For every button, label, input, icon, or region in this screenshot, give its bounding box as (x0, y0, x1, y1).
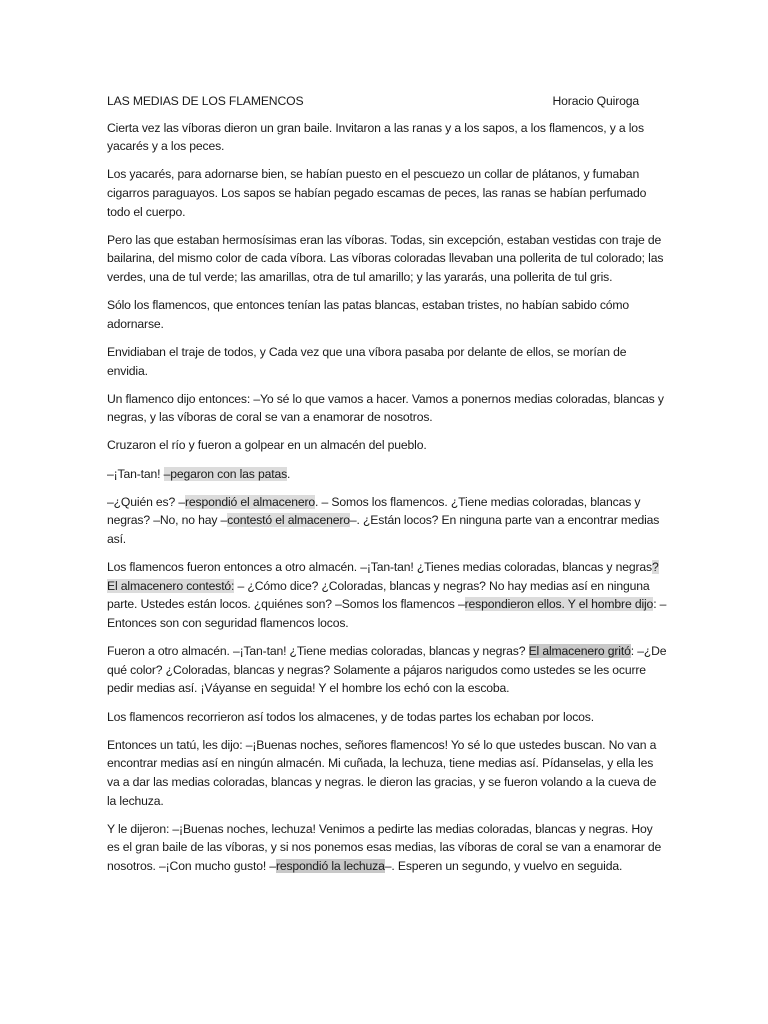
paragraph (107, 296, 667, 333)
story-title: LAS MEDIAS DE LOS FLAMENCOS (107, 94, 304, 108)
text-segment: Y le dijeron: –¡Buenas noches, lechuza! Venimos a pedirte las medias coloradas, blancas y negras. Hoy es el gran baile de las víboras, y si nos ponemos esas medias, las víboras de coral se van a enamorar de nosotros. –¡Con mucho gusto! – (107, 821, 662, 873)
text-segment: . – Somos los flamencos. ¿Tiene medias coloradas, blancas y negras? –No, no hay – (107, 494, 641, 528)
text-segment: Fueron a otro almacén. –¡Tan-tan! ¿Tiene medias coloradas, blancas y negras? (107, 644, 529, 659)
text-segment: – ¿Cómo dice? ¿Coloradas, blancas y negras? No hay medias así en ninguna parte. Ustedes están locos. ¿quiénes son? –Somos los flamencos – (107, 578, 650, 612)
highlighted-text: respondió el almacenero (185, 494, 316, 509)
text-segment: Los flamencos fueron entonces a otro almacén. –¡Tan-tan! ¿Tienes medias coloradas, blancas y negras (107, 560, 652, 575)
paragraph (107, 231, 667, 287)
paragraph (107, 165, 667, 221)
text-segment: –¡Tan-tan! (107, 466, 164, 481)
paragraph (107, 820, 667, 876)
text-segment: : –Entonces son con seguridad flamencos locos. (107, 597, 667, 630)
paragraph (107, 390, 667, 427)
highlighted-text: respondieron ellos. Y el hombre dijo (464, 597, 654, 612)
highlighted-text: ? El almacenero contestó: (107, 560, 659, 593)
text-segment: Cruzaron el río y fueron a golpear en un almacén del pueblo. (107, 438, 427, 453)
paragraph (107, 708, 667, 727)
document-header (107, 92, 667, 111)
paragraph (107, 119, 667, 156)
text-segment: Entonces un tatú, les dijo: –¡Buenas noches, señores flamencos! Yo sé lo que ustedes buscan. No van a encontrar medias así en ningún almacén. Mi cuñada, la lechuza, tiene medias así. Pídanselas, y ella les va a dar las medias coloradas, blancas y negras. le dieron las gracias, y se fueron volando a la cueva de la lechuza. (107, 737, 657, 808)
text-segment: Pero las que estaban hermosísimas eran las víboras. Todas, sin excepción, estaban vestidas con traje de bailarina, del mismo color de cada víbora. Las víboras coloradas llevaban una pollerita de tul colorado; las verdes, una de tul verde; las amarillas, otra de tul amarillo; y las yararás, una pollerita de tul gris. (107, 232, 664, 284)
text-segment: Los yacarés, para adornarse bien, se habían puesto en el pescuezo un collar de plátanos, y fumaban cigarros paraguayos. Los sapos se habían pegado escamas de peces, las ranas se habían perfumado todo el cuerpo. (107, 167, 647, 219)
text-segment: Cierta vez las víboras dieron un gran baile. Invitaron a las ranas y a los sapos, a los flamencos, y a los yacarés y a los peces. (107, 120, 644, 154)
paragraph (107, 736, 667, 810)
story-text (107, 119, 667, 876)
story-author: Horacio Quiroga (552, 94, 639, 108)
highlighted-text: contestó el almacenero (227, 513, 350, 528)
paragraph (107, 558, 667, 632)
paragraph (107, 436, 667, 455)
text-segment: –¿Quién es? – (107, 494, 185, 509)
text-segment: : –¿De qué color? ¿Coloradas, blancas y negras? Solamente a pájaros narigudos como ustedes se les ocurre pedir medias así. ¡Váyanse en seguida! Y el hombre los echó con la escoba. (107, 644, 667, 696)
document-body (107, 92, 667, 885)
text-segment: Envidiaban el traje de todos, y Cada vez que una víbora pasaba por delante de ellos, se morían de envidia. (107, 344, 627, 378)
paragraph (107, 465, 667, 484)
text-segment: Los flamencos recorrieron así todos los almacenes, y de todas partes los echaban por locos. (107, 709, 594, 724)
paragraph (107, 343, 667, 380)
highlighted-text: El almacenero gritó (528, 644, 631, 659)
paragraph (107, 493, 667, 549)
paragraph (107, 642, 667, 698)
text-segment: Un flamenco dijo entonces: –Yo sé lo que vamos a hacer. Vamos a ponernos medias coloradas, blancas y negras, y las víboras de coral se van a enamorar de nosotros. (107, 391, 664, 425)
highlighted-text: –pegaron con las patas (163, 466, 288, 481)
text-segment: Sólo los flamencos, que entonces tenían las patas blancas, estaban tristes, no habían sabido cómo adornarse. (107, 298, 630, 331)
text-segment: –. Esperen un segundo, y vuelvo en seguida. (384, 858, 623, 873)
text-segment: . (287, 466, 291, 481)
text-segment: –. ¿Están locos? En ninguna parte van a encontrar medias así. (107, 513, 660, 547)
highlighted-text: respondió la lechuza (275, 858, 385, 873)
